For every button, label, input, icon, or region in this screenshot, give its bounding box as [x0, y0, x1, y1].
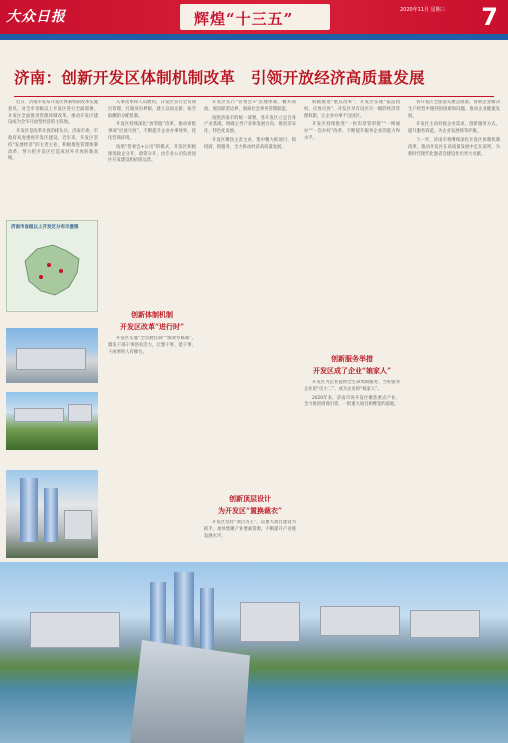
paragraph: 下一步，济南市将继续深化开发区体制机制改革，推动开发区在高质量发展中走在前列，为新时代现代化强省会建设作出更大贡献。 [408, 137, 500, 157]
paragraph: 入事改革和人员聘用，开发区实行全员岗位管理，打破身份界限，建立以岗定薪、按劳取酬的分配机制。 [108, 100, 196, 119]
paragraph: 开发区是改革开放的排头兵，济南市委、市政府高度重视开发区建设。近年来，开发区坚持“发展经济”的主责主业，积极推进管理体制改革，努力把开发区打造成对外开放的新高地。 [8, 129, 98, 162]
subhead-2: 开发区改革“进行时” [119, 322, 185, 331]
paragraph: 开发区主动对接企业需求，创新服务方式，提升服务效能，为企业发展保驾护航。 [408, 122, 500, 135]
issue-date: 2020年11月 星期三 [400, 7, 446, 13]
subhead-5: 创新服务举措 [331, 354, 373, 363]
paragraph: 开发区实行“管委会+”管理体制，精兵简政，厘清职责边界，剥离社会事务管理职能。 [204, 100, 296, 112]
industrial-park-photo [6, 392, 98, 450]
subhead-3: 创新顶层设计 [229, 494, 271, 503]
page-headline: 济南：创新开发区体制机制改革 引领开放经济高质量发展 [14, 68, 425, 87]
development-zone-map [6, 220, 98, 312]
paragraph: 开发区持续推进“一枚印章管审批”“一网通办”“一次办好”改革，不断提升服务企业的能力和水平。 [304, 122, 400, 141]
newspaper-logo: 大众日报 [6, 9, 66, 25]
article-column-3 [204, 100, 296, 490]
article-column-1 [8, 100, 98, 215]
subhead-6: 开发区成了企业“娘家人” [312, 366, 392, 375]
zone-building-photo [6, 328, 98, 383]
header-band [0, 34, 508, 40]
article-column-4b [304, 380, 400, 558]
paragraph: 开发区坚持“项目为王”，以重大项目建设为抓手，加快集聚产业要素资源，不断提升产业链发展水平。 [204, 520, 296, 539]
subhead-4: 为开发区“置换裁衣” [217, 506, 283, 515]
paragraph: 开发区实施“全员聘任制”“绩效考核制”，激发干部干事创业活力，让想干事、能干事、干成事的人有舞台。 [108, 336, 196, 355]
paragraph: 开发区聚焦主责主业，集中精力抓项目、抓招商、抓服务，全力推动经济高质量发展。 [204, 137, 296, 150]
article-column-3b [204, 520, 296, 558]
office-tower-photo [6, 470, 98, 558]
map-graphic [7, 221, 99, 313]
city-skyline-photo [0, 562, 508, 743]
paragraph: 按照“管委会+公司”的模式，开发区积极推进政企分开、政资分开，由专业公司负责园区开发建设和招商运营。 [108, 144, 196, 164]
article-column-2 [108, 100, 196, 305]
building-inset-photo [130, 640, 250, 743]
subhead-1: 创新体制机制 [131, 310, 173, 319]
paragraph: 开发区持续深化“放管服”改革，推动审批事项“应放尽放”，不断提升企业办事效率，优化营商环境。 [108, 122, 196, 141]
headline-divider [14, 96, 494, 97]
column-banner [180, 4, 330, 30]
paragraph: 积极推进“重点改革”，开发区实现“依法授权、应放尽放”，开发区享有设区市一级的经济管理权限，让企业办事不出园区。 [304, 100, 400, 119]
paragraph: 近日，济南市发布开发区体制机制改革实施意见，对全市省级以上开发区进行全面部署，开发区全面推进管理体制改革，推动开发区建设成为全市开放型经济的主阵地。 [8, 100, 98, 126]
map-title: 济南市省级以上开发区分布示意图 [11, 225, 79, 230]
paragraph: 各开发区全面落实惠企政策，帮助企业解决生产经营中遇到的困难和问题，推动企业健康发展。 [408, 100, 500, 119]
article-column-5 [408, 100, 500, 558]
article-column-2b [108, 336, 196, 556]
column-banner-title: 辉煌“十三五” [194, 10, 294, 28]
paragraph: 2020年来，济南市各开发区聚焦重点产业，全力推进招商引资，一批重大项目相继签约落地。 [304, 395, 400, 408]
page-number: 7 [481, 3, 498, 31]
paragraph: 按照济南市的统一部署，各开发区立足自身产业基础，明确主导产业和发展方向，推进差异化、特色化发展。 [204, 115, 296, 135]
article-column-4 [304, 100, 400, 345]
masthead [0, 0, 508, 34]
paragraph: 开发区为企业提供全生命周期服务，当好服务企业的“店小二”，成为企业的“娘家人”。 [304, 380, 400, 392]
